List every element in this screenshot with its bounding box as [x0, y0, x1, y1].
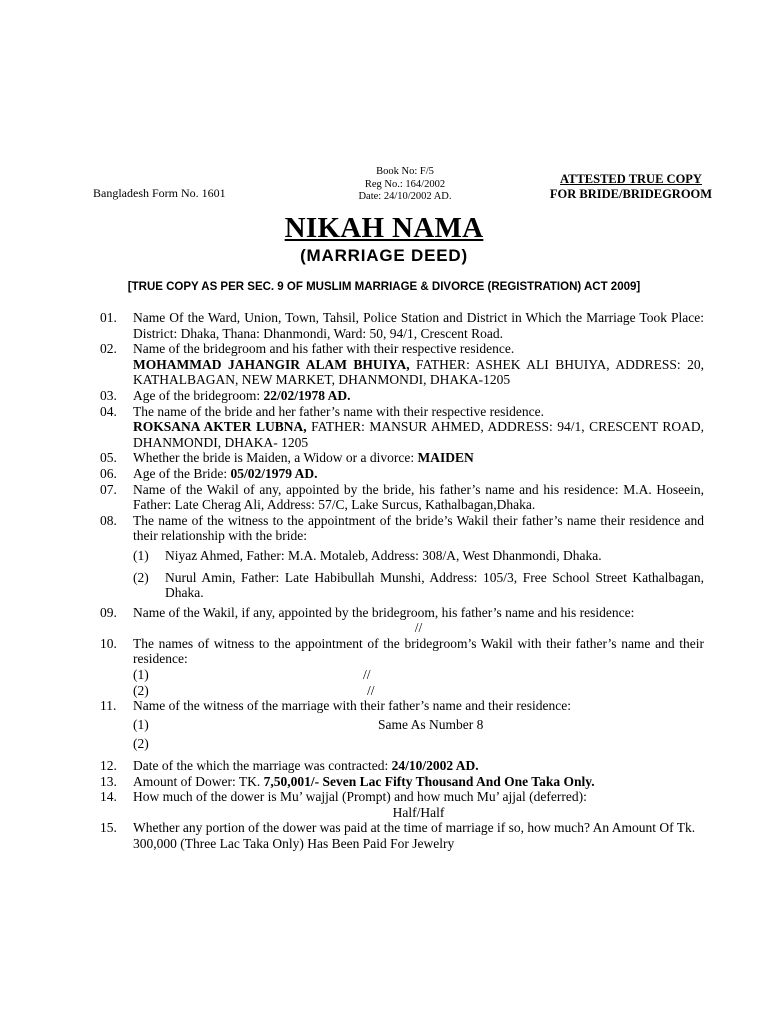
row-number: (2) [133, 736, 149, 752]
item-text: Age of the Bride: [133, 465, 231, 481]
item-09 [100, 605, 704, 636]
item-05 [100, 450, 704, 466]
registration-date: Date: 24/10/2002 AD. [358, 191, 452, 202]
item-08 [100, 513, 704, 601]
row-value: // [367, 682, 375, 698]
item-text: Name of the Wakil of any, appointed by the bride, his father’s name and his residence: M.A. Hoseein, Father: Late Cherag Ali, Address: 57/C, Lake Surcus, Kathalbagan,Dhaka. [133, 481, 704, 513]
item-15 [100, 820, 704, 851]
item-12 [100, 758, 704, 774]
attested-line-1: ATTESTED TRUE COPY [560, 172, 702, 186]
bride-age: 05/02/1979 AD. [230, 465, 318, 481]
item-number: 12. [100, 758, 117, 774]
witness-2 [133, 570, 704, 601]
row-value: Same As Number 8 [378, 716, 484, 732]
item-text: Whether any portion of the dower was paid at the time of marriage if so, how much? An Amount Of Tk. 300,000 (Three Lac Taka Only) Has Been Paid For Jewelry [133, 820, 696, 851]
witness-number: (1) [133, 547, 149, 563]
witness-text: Niyaz Ahmed, Father: M.A. Motaleb, Address: 308/A, West Dhanmondi, Dhaka. [165, 547, 602, 563]
item-text: Name of the bridegroom and his father with their respective residence. [133, 341, 515, 357]
row-number: (1) [133, 667, 149, 683]
item-number: 08. [100, 512, 117, 528]
bridegroom-age: 22/02/1978 AD. [263, 387, 351, 403]
item-07 [100, 482, 704, 513]
bride-name: ROKSANA AKTER LUBNA, [133, 419, 307, 435]
item-text: Whether the bride is Maiden, a Widow or a divorce: [133, 450, 418, 466]
item-number: 06. [100, 465, 117, 481]
item-text: Name of the Wakil, if any, appointed by the bridegroom, his father’s name and his residence: [133, 604, 635, 620]
bridegroom-name: MOHAMMAD JAHANGIR ALAM BHUIYA, [133, 356, 410, 372]
attested-line-2: FOR BRIDE/BRIDEGROOM [549, 187, 713, 201]
witness-number: (2) [133, 569, 149, 585]
item-number: 05. [100, 450, 117, 466]
item-text: Age of the bridegroom: [133, 387, 264, 403]
item-02 [100, 341, 704, 388]
item-text: Amount of Dower: TK. [133, 773, 264, 789]
document-subtitle: (MARRIAGE DEED) [300, 246, 468, 265]
item-10 [100, 636, 704, 698]
item-number: 07. [100, 481, 117, 497]
bridegroom-info: FATHER: ASHEK ALI BHUIYA, ADDRESS: 20, KATHALBAGAN, NEW MARKET, DHANMONDI, DHAKA-1205 [133, 356, 705, 388]
item-number: 09. [100, 604, 117, 620]
bride-info: FATHER: MANSUR AHMED, ADDRESS: 94/1, CRESCENT ROAD, DHANMONDI, DHAKA- 1205 [133, 419, 704, 450]
attested-stamp [540, 172, 722, 202]
marriage-date: 24/10/2002 AD. [391, 758, 479, 774]
row-number: (2) [133, 682, 149, 698]
item-number: 04. [100, 403, 117, 419]
registration-info [340, 166, 470, 204]
item-11-row-2 [133, 736, 704, 752]
item-11 [100, 698, 704, 752]
item-03 [100, 388, 704, 404]
item-11-row-1 [133, 717, 704, 733]
bridegroom-details [133, 357, 704, 388]
item-number: 02. [100, 341, 117, 357]
item-text: Name of the witness of the marriage with their father’s name and their residence: [133, 698, 571, 714]
item-10-row-2 [133, 683, 704, 699]
document-title: NIKAH NAMA [284, 212, 484, 244]
item-number: 11. [100, 698, 117, 714]
item-number: 03. [100, 387, 117, 403]
witness-1 [133, 548, 704, 564]
item-01 [100, 310, 704, 341]
book-number: Book No: F/5 [376, 166, 434, 177]
bride-status: MAIDEN [417, 450, 474, 466]
row-number: (1) [133, 716, 149, 732]
true-copy-note: [TRUE COPY AS PER SEC. 9 OF MUSLIM MARRIAGE & DIVORCE (REGISTRATION) ACT 2009] [127, 281, 641, 293]
witness-text: Nurul Amin, Father: Late Habibullah Munshi, Address: 105/3, Free School Street Kathalbagan, Dhaka. [165, 569, 704, 601]
item-14 [100, 789, 704, 820]
item-text: Name Of the Ward, Union, Town, Tahsil, Police Station and District in Which the Marriage Took Place: District: Dhaka, Thana: Dhanmondi, Ward: 50, 94/1, Crescent Road. [133, 310, 704, 341]
item-text: Date of the which the marriage was contracted: [133, 758, 392, 774]
item-04 [100, 404, 704, 451]
item-09-value: // [414, 620, 423, 636]
item-06 [100, 466, 704, 482]
bride-details [133, 419, 704, 450]
item-text: The name of the witness to the appointment of the bride’s Wakil their father’s name their residence and their relationship with the bride: [133, 512, 704, 544]
item-number: 10. [100, 635, 117, 651]
item-number: 01. [100, 310, 117, 325]
item-text: The names of witness to the appointment of the bridegroom’s Wakil with their father’s name and their residence: [133, 635, 704, 667]
dower-amount: 7,50,001/- Seven Lac Fifty Thousand And One Taka Only. [263, 773, 595, 789]
row-value: // [363, 667, 371, 683]
item-10-row-1 [133, 667, 704, 683]
item-text: The name of the bride and her father’s name with their respective residence. [133, 403, 544, 419]
item-number: 13. [100, 773, 117, 789]
registration-number: Reg No.: 164/2002 [364, 178, 446, 190]
dower-split: Half/Half [392, 804, 445, 820]
item-text: How much of the dower is Mu’ wajjal (Prompt) and how much Mu’ ajjal (deferred): [133, 789, 587, 805]
item-number: 14. [100, 789, 117, 805]
deed-items [100, 310, 704, 852]
item-number: 15. [100, 820, 117, 836]
item-13 [100, 774, 704, 790]
form-number: Bangladesh Form No. 1601 [93, 186, 226, 200]
